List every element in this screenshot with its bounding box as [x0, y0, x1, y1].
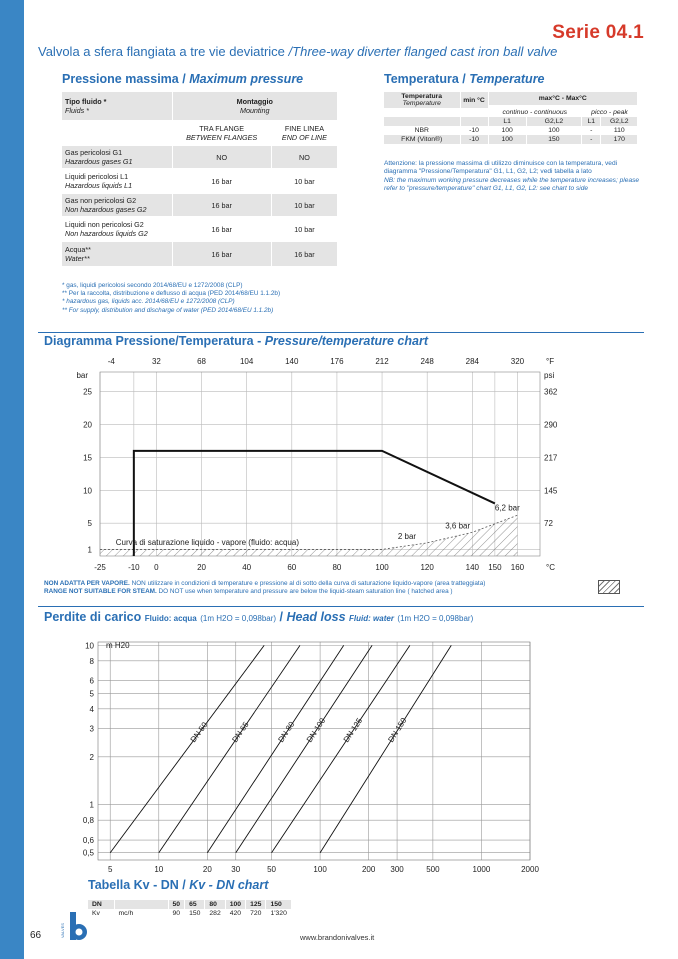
table-row: NBR -10 100 100 - 110	[384, 126, 638, 135]
hl-x-tick-label: 200	[361, 865, 376, 874]
pt-f-tick-label: 284	[465, 357, 479, 366]
table-row: Gas pericolosi G1 Hazardous gases G1 NO NO	[62, 146, 338, 168]
hl-series-label: DN 80	[276, 720, 297, 744]
pt-unit-psi: psi	[544, 371, 555, 380]
temperature-title: Temperatura / Temperature	[384, 72, 545, 86]
pt-x-tick-label: 0	[154, 563, 159, 572]
pt-x-tick-label: 150	[488, 563, 502, 572]
pt-y-tick-label: 5	[87, 519, 92, 529]
steam-warning: NON ADATTA PER VAPORE. NON utilizzare in condizioni di temperature e pressione al di sotto della curva di saturazione liquido-vapore (area tratteggiata) RANGE NOT SUITABLE FOR STEAM. DO NOT use when temperature and pressure are below the liquid-steam saturation line ( hatched area )	[44, 580, 486, 595]
pt-x-tick-label: -25	[94, 563, 106, 572]
pt-f-tick-label: 248	[420, 357, 434, 366]
hl-series-line	[236, 645, 372, 852]
pt-label-2bar: 2 bar	[397, 531, 417, 541]
brand-logo-icon	[60, 912, 90, 942]
headloss-title: Perdite di carico Fluido: acqua (1m H2O = 0,098bar) / Head loss Fluid: water (1m H2O = 0,098bar)	[44, 610, 474, 624]
pt-x-tick-label: 40	[242, 563, 252, 572]
hl-series-line	[272, 645, 410, 852]
svg-text:VALVES: VALVES	[60, 923, 65, 938]
hl-y-tick-label: 6	[89, 676, 94, 686]
table-row: Liquidi pericolosi L1 Hazardous liquids L1 16 bar 10 bar	[62, 168, 338, 194]
hl-y-tick-label: 4	[89, 704, 94, 714]
pt-f-tick-label: -4	[107, 357, 115, 366]
hl-x-tick-label: 100	[313, 865, 327, 874]
hl-x-tick-label: 500	[426, 865, 440, 874]
table-row: Acqua** Water** 16 bar 16 bar	[62, 242, 338, 266]
table-row: Liquidi non pericolosi G2 Non hazardous liquids G2 16 bar 10 bar	[62, 216, 338, 242]
hl-y-tick-label: 1	[89, 800, 94, 810]
pt-f-tick-label: 140	[285, 357, 299, 366]
pt-f-tick-label: 212	[375, 357, 389, 366]
pt-unit-c: °C	[546, 563, 555, 572]
hl-x-tick-label: 2000	[521, 865, 539, 874]
hl-x-tick-label: 30	[231, 865, 241, 874]
pt-frame	[100, 372, 540, 556]
hl-series-line	[207, 645, 343, 852]
hl-x-tick-label: 10	[154, 865, 164, 874]
pt-psi-tick-label: 290	[544, 420, 558, 430]
pt-y-tick-label: 1	[87, 545, 92, 555]
pt-psi-tick-label: 145	[544, 486, 558, 496]
hl-y-tick-label: 5	[89, 689, 94, 699]
pt-y-tick-label: 15	[83, 453, 92, 463]
pt-y-tick-label: 10	[83, 486, 92, 496]
hl-series-line	[320, 645, 451, 852]
pt-label-62bar: 6,2 bar	[494, 503, 520, 513]
temperature-table: Temperatura Temperature min °C max°C - Max°C continuo - continuous picco - peak L1 G2,L2 L1 G2,L2 NBR -10 100 100 - 110 FKM (Viton®) -10 100 150 - 170	[384, 92, 638, 144]
hl-frame	[98, 642, 530, 860]
pt-f-tick-label: 104	[239, 357, 254, 366]
website-url: www.brandonivalves.it	[300, 933, 375, 942]
hl-y-tick-label: 8	[89, 656, 94, 666]
kv-table: DN 50 65 80 100 125 150 Kv mc/h 90 150 282 420 720 1'320	[88, 900, 292, 918]
pt-unit-f: °F	[546, 357, 555, 366]
table-row: Gas non pericolosi G2 Non hazardous gases G2 16 bar 10 bar	[62, 194, 338, 216]
pt-psi-tick-label: 362	[544, 387, 558, 397]
pt-x-tick-label: 160	[510, 563, 525, 572]
series-title: Serie 04.1	[552, 22, 644, 43]
pt-y-tick-label: 25	[83, 387, 92, 397]
pt-x-tick-label: 120	[420, 563, 434, 572]
pt-psi-tick-label: 217	[544, 453, 558, 463]
hl-series-line	[110, 645, 264, 852]
pt-label-36bar: 3,6 bar	[445, 521, 471, 531]
hl-series-label: DN 65	[230, 720, 251, 745]
hl-unit-y: m H20	[106, 641, 130, 650]
hl-x-tick-label: 5	[107, 865, 113, 874]
pt-f-tick-label: 320	[510, 357, 525, 366]
pt-f-tick-label: 176	[330, 357, 344, 366]
pressure-table: Tipo fluido * Fluids * Montaggio Mounting TRA FLANGE BETWEEN FLANGES FINE LINEA END OF LINE Gas pericolosi G1 Hazardous gases G1 NO NO Liquidi pericolosi L1 Hazardous liquids L1 16 bar 10 bar Gas non pericolosi G2 Non hazardous gases G2 16 bar 10 bar Liquidi non pericolosi G2 Non hazardous liquids G2 16 bar 10 bar Acqua** Water** 16 bar 16 bar	[62, 92, 338, 266]
pt-psi-tick-label: 72	[544, 519, 553, 529]
pt-x-tick-label: -10	[128, 563, 140, 572]
hl-y-tick-label: 0,6	[82, 836, 94, 846]
hl-y-tick-label: 0,5	[82, 848, 94, 858]
hl-series-label: DN 50	[188, 720, 210, 745]
pt-x-tick-label: 80	[332, 563, 342, 572]
table-row: FKM (Viton®) -10 100 150 - 170	[384, 135, 638, 144]
hl-x-tick-label: 300	[390, 865, 404, 874]
pt-chart-title: Diagramma Pressione/Temperatura - Pressure/temperature chart	[44, 334, 428, 348]
pt-x-tick-label: 140	[465, 563, 479, 572]
pressure-footnotes: * gas, liquidi pericolosi secondo 2014/68/EU e 1272/2008 (CLP) ** Per la raccolta, distribuzione e deflusso di acqua (PED 2014/68/EU 1.1.2b) * hazardous gas, liquids acc. 2014/68/EU e 1272/2008 (CLP) ** For supply, distribution and discharge of water (PED 2014/68/EU 1.1.2b)	[62, 282, 281, 314]
pressure-title: Pressione massima / Maximum pressure	[62, 72, 304, 86]
pt-x-tick-label: 20	[197, 563, 206, 572]
hl-series-label: DN 150	[386, 716, 409, 744]
pt-unit-bar: bar	[76, 371, 88, 380]
hl-y-tick-label: 0,8	[82, 816, 94, 826]
pt-x-tick-label: 100	[375, 563, 389, 572]
hl-x-tick-label: 50	[267, 865, 276, 874]
hl-series-line	[159, 645, 300, 852]
pt-saturation-label: Curva di saturazione liquido - vapore (fluido: acqua)	[115, 537, 300, 547]
pt-y-tick-label: 20	[83, 420, 92, 430]
hl-y-tick-label: 3	[89, 724, 94, 734]
pt-x-tick-label: 60	[287, 563, 297, 572]
hl-x-tick-label: 20	[202, 865, 212, 874]
hl-y-tick-label: 2	[89, 752, 94, 762]
hl-x-tick-label: 1000	[472, 865, 491, 874]
hl-series-label: DN 125	[341, 716, 365, 745]
page-number: 66	[30, 930, 42, 941]
hl-series-label: DN 100	[304, 716, 328, 744]
kv-title: Tabella Kv - DN / Kv - DN chart	[88, 878, 269, 892]
hl-y-tick-label: 10	[85, 641, 94, 651]
page-subtitle: Valvola a sfera flangiata a tre vie deviatrice /Three-way diverter flanged cast iron ball valve	[38, 44, 558, 59]
pt-f-tick-label: 32	[151, 357, 161, 366]
temperature-note: Attenzione: la pressione massima di utilizzo diminuisce con la temperatura, vedi diagramma "Pressione/Temperatura" G1, L1, G2, L2; vedi tabella a lato NB: the maximum working pressure decreases while the temperature increases; please refer to "pressure/temperature" chart G1, L1, G2, L2: see chart to side	[384, 160, 640, 193]
pt-f-tick-label: 68	[197, 357, 206, 366]
